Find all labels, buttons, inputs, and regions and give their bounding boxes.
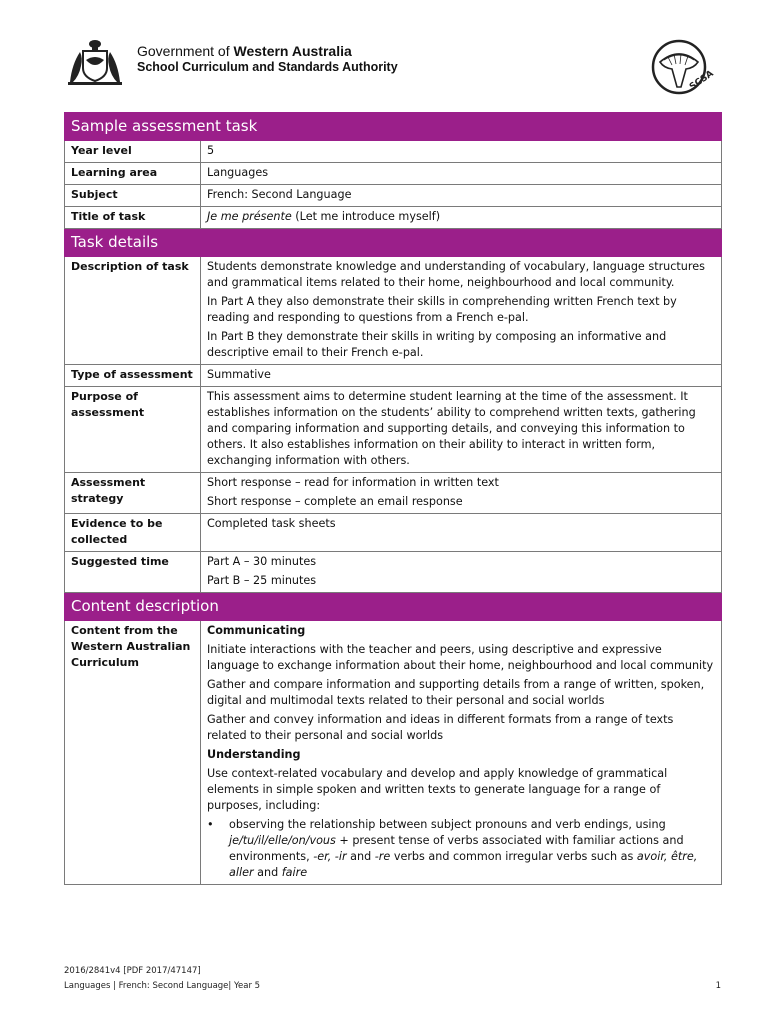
row-label: Evidence to be collected xyxy=(65,514,201,552)
row-label: Description of task xyxy=(65,257,201,365)
table-row xyxy=(65,473,722,514)
paragraph: Short response – complete an email response xyxy=(207,495,463,508)
paragraph: Gather and convey information and ideas in different formats from a range of texts related to their personal and social worlds xyxy=(207,713,674,742)
title-italic: Je me présente xyxy=(207,210,292,223)
table-row xyxy=(65,163,722,185)
time-value xyxy=(201,552,722,593)
row-label: Year level xyxy=(65,141,201,163)
page-header xyxy=(0,0,770,105)
authority-name: School Curriculum and Standards Authority xyxy=(137,60,398,74)
type-value: Summative xyxy=(201,365,722,387)
paragraph: In Part A they also demonstrate their skills in comprehending written French text by reading and responding to questions from a French e-pal. xyxy=(207,295,677,324)
list-item-text: observing the relationship between subject pronouns and verb endings, using je/tu/il/elle/on/vous + present tense of verbs associated with familiar actions and environments, -er, -ir and -re verbs and common irregular verbs such as avoir, être, aller and faire xyxy=(229,818,698,879)
paragraph: Initiate interactions with the teacher and peers, using descriptive and expressive language to exchange information about their home, neighbourhood and local community xyxy=(207,643,714,672)
learning-area-value: Languages xyxy=(201,163,722,185)
table-row xyxy=(65,257,722,365)
row-label: Content from the Western Australian Curriculum xyxy=(65,621,201,885)
table-row xyxy=(65,514,722,552)
subject-value: French: Second Language xyxy=(201,185,722,207)
page-footer xyxy=(64,964,721,994)
table-row xyxy=(65,365,722,387)
strategy-value xyxy=(201,473,722,514)
paragraph: Short response – read for information in written text xyxy=(207,476,499,489)
section-title: Sample assessment task xyxy=(65,113,722,141)
section-title: Content description xyxy=(65,593,722,621)
paragraph: Part A – 30 minutes xyxy=(207,555,317,568)
section-header-task-details xyxy=(65,229,722,257)
paragraph: Gather and compare information and supporting details from a range of written, spoken, digital and multimodal texts related to their personal and social worlds xyxy=(207,678,705,707)
row-label: Purpose of assessment xyxy=(65,387,201,473)
row-label: Learning area xyxy=(65,163,201,185)
paragraph: Use context-related vocabulary and develop and apply knowledge of grammatical elements in simple spoken and written texts to generate language for a range of purposes, including: xyxy=(207,767,668,812)
page-number: 1 xyxy=(715,981,721,991)
title-rest: (Let me introduce myself) xyxy=(291,210,441,223)
table-row xyxy=(65,141,722,163)
paragraph: Part B – 25 minutes xyxy=(207,574,317,587)
list-item xyxy=(207,817,715,881)
assessment-table xyxy=(64,112,722,885)
section-header-sample xyxy=(65,113,722,141)
description-value xyxy=(201,257,722,365)
subheading: Communicating xyxy=(207,624,306,637)
year-level-value: 5 xyxy=(201,141,722,163)
wa-coat-of-arms-icon xyxy=(64,38,126,86)
paragraph: Students demonstrate knowledge and understanding of vocabulary, language structures and grammatical items related to their home, neighbourhood and local community. xyxy=(207,260,705,289)
table-row xyxy=(65,207,722,229)
purpose-value: This assessment aims to determine student learning at the time of the assessment. It establishes information on the students’ ability to comprehend written texts, gathering and comparing information and supporting details, and conveying this information to others. It also establishes information on their ability to interact in written form, exchanging information with others. xyxy=(201,387,722,473)
document-reference: 2016/2841v4 [PDF 2017/47147] xyxy=(64,966,201,976)
section-title: Task details xyxy=(65,229,722,257)
row-label: Subject xyxy=(65,185,201,207)
content-value xyxy=(201,621,722,885)
section-header-content-description xyxy=(65,593,722,621)
evidence-value: Completed task sheets xyxy=(201,514,722,552)
table-row xyxy=(65,621,722,885)
government-name: Government of Western Australia xyxy=(137,43,352,59)
title-value xyxy=(201,207,722,229)
subheading: Understanding xyxy=(207,748,301,761)
table-row xyxy=(65,552,722,593)
course-reference: Languages | French: Second Language| Year 5 xyxy=(64,981,261,991)
table-row xyxy=(65,387,722,473)
table-row xyxy=(65,185,722,207)
paragraph: In Part B they demonstrate their skills in writing by composing an informative and descriptive email to their French e-pal. xyxy=(207,330,667,359)
row-label: Assessment strategy xyxy=(65,473,201,514)
row-label: Suggested time xyxy=(65,552,201,593)
row-label: Type of assessment xyxy=(65,365,201,387)
scsa-logo-text: SCSA xyxy=(687,68,716,93)
scsa-logo-icon xyxy=(648,36,716,98)
row-label: Title of task xyxy=(65,207,201,229)
bullet-icon: • xyxy=(207,818,214,831)
